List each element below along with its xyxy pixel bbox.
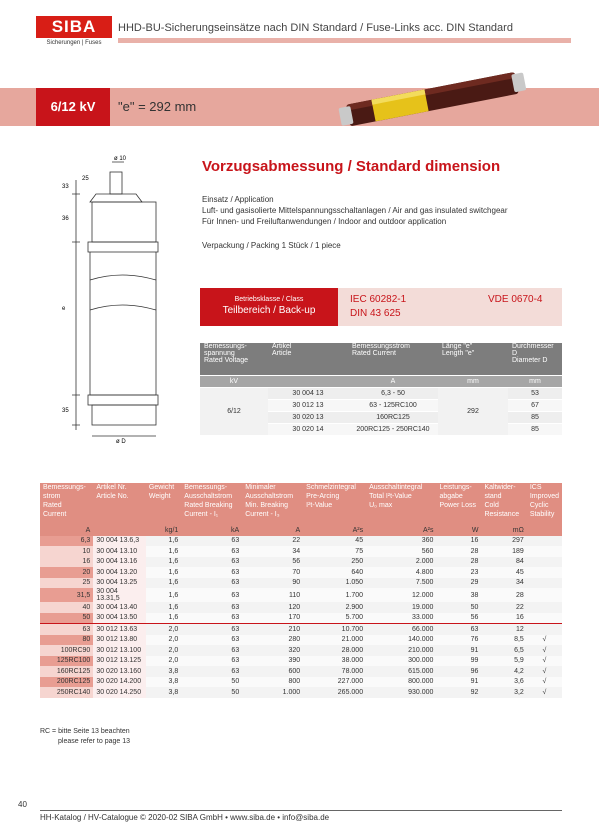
table-cell: 10.700 <box>303 624 366 635</box>
dim-top-label: ø 10 <box>114 156 127 162</box>
table-cell: 800.000 <box>366 677 436 688</box>
footnote-line2: please refer to page 13 <box>58 738 130 745</box>
table-cell <box>527 578 562 589</box>
table-cell: 265.000 <box>303 687 366 698</box>
header-cell: Leistungs- abgabe Power Loss <box>436 483 481 525</box>
table-cell: 33.000 <box>366 613 436 624</box>
table-row <box>40 557 562 568</box>
table-cell: 30 020 14.200 <box>93 677 146 688</box>
table-cell: 640 <box>303 567 366 578</box>
table-cell: 227.000 <box>303 677 366 688</box>
table-cell: 1,6 <box>146 588 181 602</box>
voltage-label: 6/12 kV <box>36 88 110 126</box>
table-cell: 297 <box>481 536 526 547</box>
dim-33: 33 <box>62 184 69 190</box>
table-cell: 70 <box>242 567 303 578</box>
table-cell: 5,9 <box>481 656 526 667</box>
table-cell: 30 012 13.63 <box>93 624 146 635</box>
table-cell: 250 <box>303 557 366 568</box>
fuse-dimension-drawing <box>52 150 182 445</box>
header-cell: Gewicht Weight <box>146 483 181 525</box>
table-cell: 19.000 <box>366 602 436 613</box>
table-cell: 63 <box>181 546 242 557</box>
table-cell: 63 <box>181 602 242 613</box>
table-cell: 30 004 13.40 <box>93 602 146 613</box>
table-cell: 110 <box>242 588 303 602</box>
table-cell: 63 <box>181 588 242 602</box>
table-cell: 31,5 <box>40 588 93 602</box>
header-cell: Artikel Nr. Article No. <box>93 483 146 525</box>
table-cell: 50 <box>40 613 93 624</box>
table-cell: 1,6 <box>146 567 181 578</box>
table-header-row <box>200 343 562 376</box>
table-cell: 1,6 <box>146 578 181 589</box>
table-cell: 250RC140 <box>40 687 93 698</box>
class-value: Teilbereich / Back-up <box>222 305 316 316</box>
table-cell: 30 004 13.16 <box>93 557 146 568</box>
table-cell: 78.000 <box>303 666 366 677</box>
technical-data-table <box>40 483 562 698</box>
table-cell: 38.000 <box>303 656 366 667</box>
fuse-link-photo <box>338 62 528 132</box>
table-row: 30 020 14 200RC125 - 250RC140 85 <box>200 424 562 436</box>
table-cell: 30 004 13.10 <box>93 546 146 557</box>
table-cell: √ <box>527 645 562 656</box>
table-cell: 600 <box>242 666 303 677</box>
table-cell: 63 <box>181 557 242 568</box>
header-cell: Schmelzintegral Pre-Arcing I²t-Value <box>303 483 366 525</box>
table-cell <box>527 624 562 635</box>
header-cell: Ausschaltintegral Total I²t-Value U₀ max <box>366 483 436 525</box>
table-cell: 56 <box>242 557 303 568</box>
table-cell: 63 <box>181 567 242 578</box>
table-cell: 160RC125 <box>40 666 93 677</box>
table-cell: 63 <box>181 536 242 547</box>
table-row <box>40 656 562 667</box>
table-cell: 2.000 <box>366 557 436 568</box>
table-cell: 16 <box>40 557 93 568</box>
table-cell: 63 <box>181 624 242 635</box>
table-cell <box>527 588 562 602</box>
table-cell: 28 <box>436 557 481 568</box>
table-cell: 63 <box>40 624 93 635</box>
table-cell: 30 004 13.6,3 <box>93 536 146 547</box>
table-cell: 45 <box>303 536 366 547</box>
table-cell: 210 <box>242 624 303 635</box>
dim-e: e <box>62 306 66 312</box>
table-cell: 210.000 <box>366 645 436 656</box>
table-row <box>40 677 562 688</box>
table-cell: 63 <box>181 666 242 677</box>
table-cell <box>527 613 562 624</box>
table-cell: 320 <box>242 645 303 656</box>
table-row <box>40 567 562 578</box>
iec-standard: IEC 60282-1 <box>350 294 407 305</box>
table-cell: 1,6 <box>146 557 181 568</box>
table-cell: 615.000 <box>366 666 436 677</box>
table-cell: 28 <box>481 588 526 602</box>
table-cell: 92 <box>436 687 481 698</box>
table-cell: 8,5 <box>481 635 526 646</box>
header-cell: Durchmesser D Diameter D <box>508 343 562 376</box>
table-cell: 2,0 <box>146 624 181 635</box>
table-cell: 5.700 <box>303 613 366 624</box>
table-cell: 63 <box>181 578 242 589</box>
table-cell: 20 <box>40 567 93 578</box>
table-cell: 10 <box>40 546 93 557</box>
table-cell: 30 012 13.125 <box>93 656 146 667</box>
table-row <box>40 645 562 656</box>
table-cell: 140.000 <box>366 635 436 646</box>
table-cell: 30 004 13.50 <box>93 613 146 624</box>
header-cell: Bemessungsstrom Rated Current <box>348 343 438 376</box>
table-cell <box>527 536 562 547</box>
table-row <box>40 588 562 602</box>
table-cell: 2.900 <box>303 602 366 613</box>
table-cell: 2,0 <box>146 645 181 656</box>
table-cell <box>527 546 562 557</box>
footnote-line1: RC = bitte Seite 13 beachten <box>40 728 130 735</box>
table-cell: √ <box>527 677 562 688</box>
table-cell: √ <box>527 666 562 677</box>
table-cell: 50 <box>181 677 242 688</box>
table-cell <box>527 567 562 578</box>
table-cell: 16 <box>481 613 526 624</box>
table-row <box>40 602 562 613</box>
table-cell: 800 <box>242 677 303 688</box>
table-cell: 40 <box>40 602 93 613</box>
table-cell: 1.000 <box>242 687 303 698</box>
application-line2: Für Innen- und Freiluftanwendungen / Indoor and outdoor application <box>202 217 447 226</box>
table-cell: 30 012 13.100 <box>93 645 146 656</box>
header-cell: Artikel Article <box>268 343 348 376</box>
table-cell: 23 <box>436 567 481 578</box>
table-cell: 100RC90 <box>40 645 93 656</box>
table-row <box>40 613 562 624</box>
header-cell: Bemessungs- strom Rated Current <box>40 483 93 525</box>
table-cell: 280 <box>242 635 303 646</box>
table-cell: 30 020 14.250 <box>93 687 146 698</box>
table-header-row <box>40 483 562 525</box>
table-cell: 22 <box>481 602 526 613</box>
header-cell: Bemessungs- Ausschaltstrom Rated Breaking Current - I₁ <box>181 483 242 525</box>
table-cell: 1,6 <box>146 536 181 547</box>
table-unit-row: kV A mm mm <box>200 376 562 388</box>
table-cell: 50 <box>181 687 242 698</box>
header-bar <box>118 38 571 43</box>
table-cell: 75 <box>303 546 366 557</box>
table-cell: 30 004 13.20 <box>93 567 146 578</box>
table-cell: 300.000 <box>366 656 436 667</box>
table-cell: 30 020 13.160 <box>93 666 146 677</box>
table-cell: 63 <box>181 656 242 667</box>
table-cell: 189 <box>481 546 526 557</box>
header-cell: Kaltwider- stand Cold Resistance <box>481 483 526 525</box>
voltage-cell: 6/12 <box>200 388 268 436</box>
table-cell: 6,3 <box>40 536 93 547</box>
table-row: 30 012 13 63 - 125RC100 67 <box>200 400 562 412</box>
table-cell: 125RC100 <box>40 656 93 667</box>
table-cell: 30 004 13.31,5 <box>93 588 146 602</box>
table-row <box>40 546 562 557</box>
header-cell: Länge "e" Length "e" <box>438 343 508 376</box>
table-row <box>40 635 562 646</box>
header-cell: Minimaler Ausschaltstrom Min. Breaking Current - I₃ <box>242 483 303 525</box>
table-cell <box>527 602 562 613</box>
table-cell: 56 <box>436 613 481 624</box>
table-cell: 63 <box>181 635 242 646</box>
table-cell: 99 <box>436 656 481 667</box>
table-row <box>40 578 562 589</box>
footer-text: HH-Katalog / HV-Catalogue © 2020-02 SIBA GmbH • www.siba.de • info@siba.de <box>40 813 330 822</box>
table-cell: 390 <box>242 656 303 667</box>
table-cell: 7.500 <box>366 578 436 589</box>
table-cell: 12.000 <box>366 588 436 602</box>
application-line1: Luft- und gasisolierte Mittelspannungsschaltanlagen / Air and gas insulated switchgear <box>202 206 508 215</box>
dim-35: 35 <box>62 408 69 414</box>
table-cell: 1.700 <box>303 588 366 602</box>
table-cell: 91 <box>436 677 481 688</box>
table-cell: 34 <box>242 546 303 557</box>
table-cell <box>527 557 562 568</box>
table-cell: 91 <box>436 645 481 656</box>
table-cell: 21.000 <box>303 635 366 646</box>
table-cell: 1,6 <box>146 546 181 557</box>
e-dimension-label: "e" = 292 mm <box>118 99 197 114</box>
table-cell: 170 <box>242 613 303 624</box>
table-cell: 30 004 13.25 <box>93 578 146 589</box>
table-cell: 38 <box>436 588 481 602</box>
table-cell: 45 <box>481 567 526 578</box>
table-cell: 2,0 <box>146 656 181 667</box>
table-cell: 84 <box>481 557 526 568</box>
section-title: Vorzugsabmessung / Standard dimension <box>202 158 501 175</box>
packing-text: Verpackung / Packing 1 Stück / 1 piece <box>202 241 341 250</box>
table-cell: 1,6 <box>146 602 181 613</box>
dimension-table <box>200 343 562 436</box>
table-cell: 76 <box>436 635 481 646</box>
siba-logo <box>36 16 112 52</box>
table-cell: 560 <box>366 546 436 557</box>
din-standard: DIN 43 625 <box>350 308 401 319</box>
table-cell: 12 <box>481 624 526 635</box>
table-row <box>40 624 562 635</box>
table-cell: 30 012 13.80 <box>93 635 146 646</box>
table-cell: 28 <box>436 546 481 557</box>
table-cell: 4,2 <box>481 666 526 677</box>
logo-tagline: Sicherungen | Fuses <box>46 40 102 46</box>
dim-bottom-label: ø D <box>116 439 126 445</box>
header-cell: Bemessungs- spannung Rated Voltage <box>200 343 268 376</box>
dim-36: 36 <box>62 216 69 222</box>
table-cell: 29 <box>436 578 481 589</box>
table-cell: 80 <box>40 635 93 646</box>
table-cell: 3,2 <box>481 687 526 698</box>
table-cell: 200RC125 <box>40 677 93 688</box>
class-label: Betriebsklasse / Class <box>234 296 304 303</box>
table-cell: 1.050 <box>303 578 366 589</box>
table-cell: 3,8 <box>146 677 181 688</box>
page-number: 40 <box>18 800 27 809</box>
header-cell: ICS Improved Cyclic Stability <box>527 483 562 525</box>
dim-25: 25 <box>82 176 89 182</box>
table-cell: 3,8 <box>146 666 181 677</box>
table-row: 30 020 13 160RC125 85 <box>200 412 562 424</box>
class-box <box>200 288 338 326</box>
table-cell: 34 <box>481 578 526 589</box>
length-cell: 292 <box>438 388 508 436</box>
table-cell: 3,8 <box>146 687 181 698</box>
table-cell: 63 <box>181 645 242 656</box>
table-cell: 120 <box>242 602 303 613</box>
table-cell: √ <box>527 635 562 646</box>
table-row <box>40 536 562 547</box>
table-cell: √ <box>527 656 562 667</box>
table-row <box>40 666 562 677</box>
header-title: HHD-BU-Sicherungseinsätze nach DIN Standard / Fuse-Links acc. DIN Standard <box>118 22 513 34</box>
table-cell: 63 <box>181 613 242 624</box>
table-cell: 22 <box>242 536 303 547</box>
application-label: Einsatz / Application <box>202 195 274 204</box>
table-cell: 63 <box>436 624 481 635</box>
table-cell: 2,0 <box>146 635 181 646</box>
table-cell: 28.000 <box>303 645 366 656</box>
table-row: 6/12 30 004 13 6,3 - 50 292 53 <box>200 388 562 400</box>
table-cell: 16 <box>436 536 481 547</box>
table-row <box>40 687 562 698</box>
table-unit-row: A kg/1 kA A A²s A²s W mΩ <box>40 525 562 536</box>
vde-standard: VDE 0670-4 <box>488 294 543 305</box>
table-cell: 360 <box>366 536 436 547</box>
standards-box <box>338 288 562 326</box>
footer-rule <box>40 810 562 811</box>
logo-text: SIBA <box>36 16 112 38</box>
table-cell: 50 <box>436 602 481 613</box>
table-cell: √ <box>527 687 562 698</box>
table-cell: 930.000 <box>366 687 436 698</box>
table-cell: 66.000 <box>366 624 436 635</box>
table-cell: 3,6 <box>481 677 526 688</box>
table-cell: 1,6 <box>146 613 181 624</box>
table-cell: 25 <box>40 578 93 589</box>
table-cell: 96 <box>436 666 481 677</box>
table-cell: 90 <box>242 578 303 589</box>
table-cell: 4.800 <box>366 567 436 578</box>
table-cell: 6,5 <box>481 645 526 656</box>
